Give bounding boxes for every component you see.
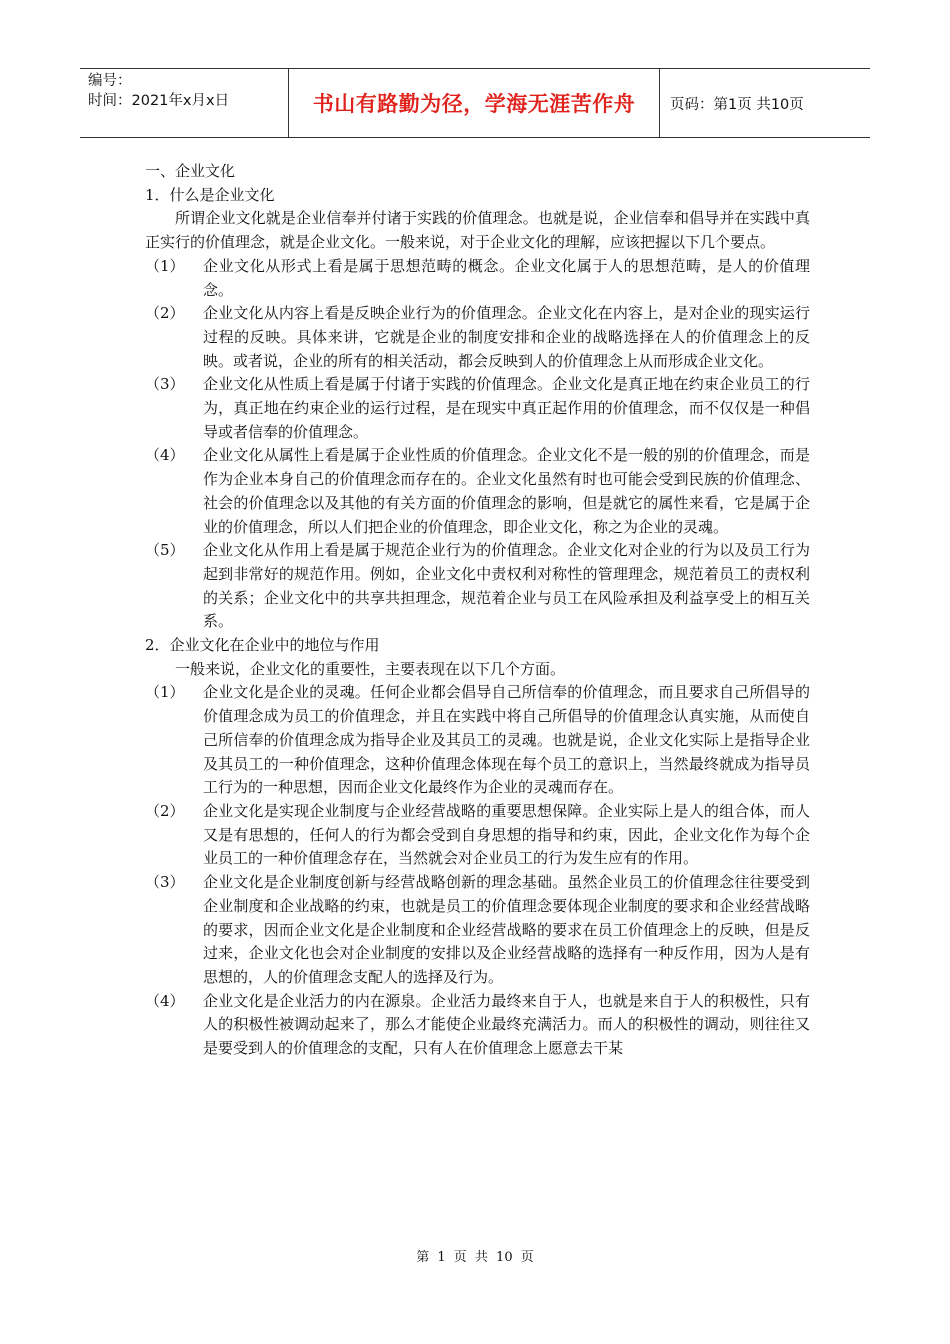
list-item — [145, 990, 810, 1061]
list-item-number: （3） — [145, 375, 185, 394]
list-item — [145, 255, 810, 302]
page-footer: 第 1 页 共 10 页 — [416, 1250, 534, 1265]
subsection-2-intro: 一般来说，企业文化的重要性，主要表现在以下几个方面。 — [175, 659, 566, 678]
header-motto-cell — [288, 69, 660, 137]
header-motto: 书山有路勤为径，学海无涯苦作舟 — [312, 92, 636, 116]
list-item-number: （3） — [145, 873, 185, 892]
header-meta — [80, 69, 288, 137]
subsection-1-intro: 所谓企业文化就是企业信奉并付诸于实践的价值理念。也就是说，企业信奉和倡导并在实践中真正实行的价值理念，就是企业文化。一般来说，对于企业文化的理解，应该把握以下几个要点。 — [145, 209, 810, 252]
list-item-text: 企业文化从内容上看是反映企业行为的价值理念。企业文化在内容上，是对企业的现实运行过程的反映。具体来讲，它就是企业的制度安排和企业的战略选择在人的价值理念上的反映。或者说，企业的所有的相关活动，都会反映到人的价值理念上从而形成企业文化。 — [203, 304, 810, 370]
document-body — [145, 160, 810, 1061]
header-page-info-cell — [660, 69, 870, 137]
list-item-text: 企业文化是企业活力的内在源泉。企业活力最终来自于人，也就是来自于人的积极性，只有人的积极性被调动起来了，那么才能使企业最终充满活力。而人的积极性的调动，则往往又是要受到人的价值理念的支配，只有人在价值理念上愿意去干某 — [203, 991, 810, 1058]
list-item-number: （5） — [145, 541, 185, 560]
number-label: 编号： — [88, 73, 132, 89]
list-item-number: （2） — [145, 304, 185, 323]
list-item-text: 企业文化从作用上看是属于规范企业行为的价值理念。企业文化对企业的行为以及员工行为起到非常好的规范作用。例如，企业文化中责权利对称性的管理理念，规范着员工的责权利的关系；企业文化中的共享共担理念，规范着企业与员工在风险承担及利益享受上的相互关系。 — [203, 541, 810, 631]
list-item — [145, 302, 810, 373]
subsection-title-2: 2．企业文化在企业中的地位与作用 — [145, 636, 380, 655]
subsection-title-1: 1．什么是企业文化 — [145, 185, 275, 204]
list-item-text: 企业文化是实现企业制度与企业经营战略的重要思想保障。企业实际上是人的组合体，而人又是有思想的，任何人的行为都会受到自身思想的指导和约束，因此，企业文化作为每个企业员工的一种价值理念存在，当然就会对企业员工的行为发生应有的作用。 — [203, 801, 810, 868]
list-item-text: 企业文化是企业的灵魂。任何企业都会倡导自己所信奉的价值理念，而且要求自己所倡导的价值理念成为员工的价值理念，并且在实践中将自己所倡导的价值理念认真实施，从而使自己所信奉的价值理念成为指导企业及其员工的灵魂。也就是说，企业文化实际上是指导企业及其员工的一种价值理念，这种价值理念体现在每个员工的意识上，当然最终就成为指导员工行为的一种思想，因而企业文化最终作为企业的灵魂而存在。 — [203, 683, 810, 797]
list-item — [145, 539, 810, 634]
list-item — [145, 800, 810, 871]
list-item — [145, 871, 810, 990]
list-item — [145, 681, 810, 800]
list-item-number: （1） — [145, 256, 185, 275]
list-item-number: （1） — [145, 683, 185, 702]
list-item-text: 企业文化从性质上看是属于付诸于实践的价值理念。企业文化是真正地在约束企业员工的行为，真正地在约束企业的运行过程，是在现实中真正起作用的价值理念，而不仅仅是一种倡导或者信奉的价值理念。 — [203, 375, 810, 441]
list-item — [145, 444, 810, 539]
list-item-text: 企业文化从形式上看是属于思想范畴的概念。企业文化属于人的思想范畴，是人的价值理念。 — [203, 256, 810, 299]
list-item-number: （4） — [145, 991, 185, 1010]
list-item-text: 企业文化是企业制度创新与经营战略创新的理念基础。虽然企业员工的价值理念往往要受到企业制度和企业战略的约束，也就是员工的价值理念要体现企业制度的要求和企业经营战略的要求，因而企业文化是企业制度和企业经营战略的要求在员工价值理念上的反映，但是反过来，企业文化也会对企业制度的安排以及企业经营战略的选择有一种反作用，因为人是有思想的，人的价值理念支配人的选择及行为。 — [203, 873, 810, 986]
time-label: 时间：2021年x月x日 — [88, 93, 230, 109]
list-item-number: （4） — [145, 446, 185, 465]
section-title: 一、企业文化 — [145, 162, 236, 180]
list-item — [145, 373, 810, 444]
header-page-info: 页码：第1页 共10页 — [670, 96, 804, 113]
list-item-number: （2） — [145, 801, 185, 820]
page-header — [80, 68, 870, 138]
list-item-text: 企业文化从属性上看是属于企业性质的价值理念。企业文化不是一般的别的价值理念，而是作为企业本身自己的价值理念而存在的。企业文化虽然有时也可能会受到民族的价值理念、社会的价值理念以及其他的有关方面的价值理念的影响，但是就它的属性来看，它是属于企业的价值理念，所以人们把企业的价值理念，即企业文化，称之为企业的灵魂。 — [203, 446, 810, 536]
